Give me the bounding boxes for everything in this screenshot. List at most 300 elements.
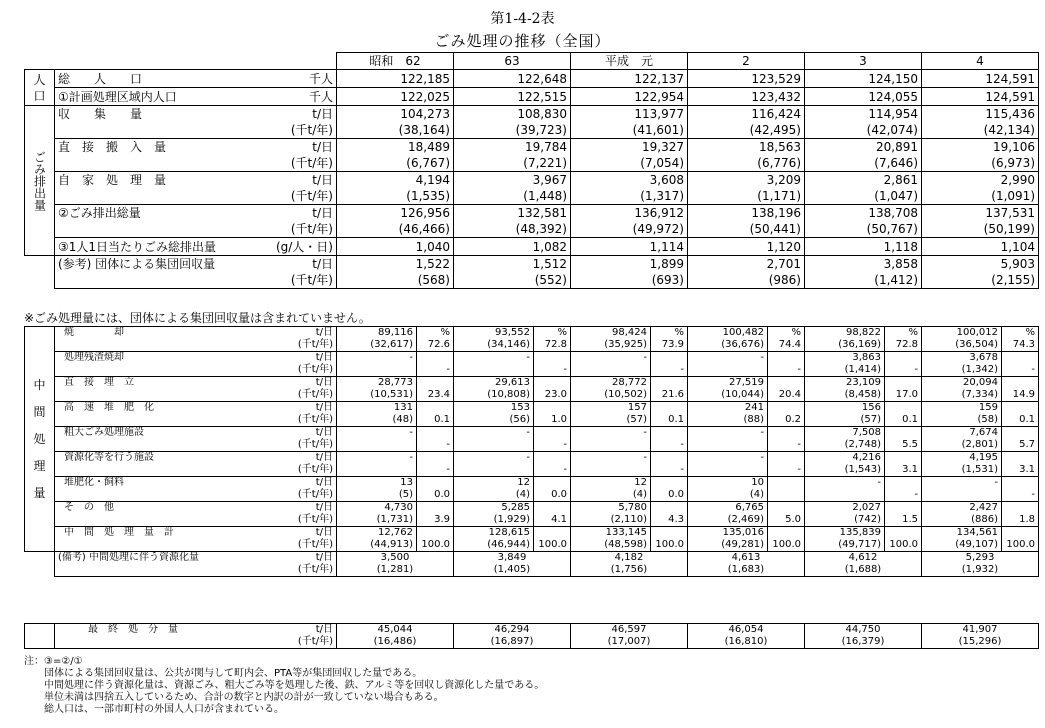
annual-value: (58) xyxy=(977,414,998,425)
discharge-label-cell xyxy=(55,139,337,172)
percent-symbol: % xyxy=(1025,327,1035,338)
annual-value xyxy=(691,364,764,376)
intermediate-value xyxy=(571,477,651,502)
annual-value: (34,146) xyxy=(487,339,530,350)
daily-value: 3,500 xyxy=(380,552,410,563)
footnote-line: 団体による集団回収量は、公共が関与して町内会、PTA等が集団回収した量である。 xyxy=(24,668,423,679)
label-wrap xyxy=(58,71,333,87)
daily-value: - xyxy=(643,452,647,463)
intermediate-value xyxy=(337,327,417,352)
row-unit: 千人 xyxy=(308,89,333,104)
discharge-value xyxy=(454,205,571,238)
daily-value: 7,508 xyxy=(852,427,881,438)
daily-value: 12 xyxy=(634,477,647,488)
percent-value: - xyxy=(914,489,918,500)
daily-value: - xyxy=(760,452,764,463)
daily-value: 3,608 xyxy=(649,173,684,187)
percent-value: - xyxy=(446,439,450,450)
annual-value: (16,379) xyxy=(841,636,885,647)
annual-value: (1,405) xyxy=(493,564,531,575)
row-label: 粗大ごみ処理施設 xyxy=(64,427,144,438)
intermediate-value xyxy=(922,402,1002,427)
percent-symbol xyxy=(1005,477,1035,489)
daily-value: - xyxy=(760,352,764,363)
discharge-value xyxy=(688,139,805,172)
annual-value: (48,598) xyxy=(604,539,647,550)
annual-value xyxy=(340,439,413,451)
row-unit: t/日 xyxy=(315,527,333,538)
discharge-value xyxy=(805,106,922,139)
discharge-value xyxy=(922,106,1039,139)
discharge-row xyxy=(25,106,1039,139)
year-header-3: 2 xyxy=(688,53,805,70)
percent-value: 17.0 xyxy=(895,389,918,400)
intermediate-value xyxy=(454,502,534,527)
remarks-value xyxy=(922,552,1039,577)
label-line xyxy=(58,272,333,288)
annual-value xyxy=(457,364,530,376)
percent-value: - xyxy=(680,364,684,375)
row-label: 処理残渣焼却 xyxy=(64,352,124,363)
percent-symbol: % xyxy=(557,327,567,338)
percent-symbol xyxy=(537,502,567,514)
percent-value: 5.0 xyxy=(785,514,801,525)
percent-symbol: % xyxy=(791,327,801,338)
daily-value: 18,563 xyxy=(759,140,801,154)
daily-value: 113,977 xyxy=(634,107,684,121)
per-capita-value: 1,082 xyxy=(454,238,571,256)
discharge-value xyxy=(337,205,454,238)
daily-value: 3,209 xyxy=(766,173,801,187)
population-value: 124,591 xyxy=(922,70,1039,88)
intermediate-percent xyxy=(768,402,805,427)
percent-symbol xyxy=(537,452,567,464)
daily-value: 46,054 xyxy=(728,624,764,635)
intermediate-percent xyxy=(651,452,688,477)
final-value xyxy=(337,624,454,649)
intermediate-value xyxy=(571,452,651,477)
percent-symbol xyxy=(888,427,918,439)
label-line xyxy=(58,624,333,636)
label-wrap xyxy=(58,239,333,255)
annual-value: (48) xyxy=(392,414,413,425)
daily-value: 128,615 xyxy=(488,527,530,538)
daily-value: 12,762 xyxy=(378,527,413,538)
annual-value xyxy=(808,489,881,501)
intermediate-value xyxy=(805,477,885,502)
row-unit: 千人 xyxy=(308,71,333,86)
annual-value: (49,717) xyxy=(838,539,881,550)
intermediate-value xyxy=(454,377,534,402)
per-capita-label-cell xyxy=(55,238,337,256)
daily-value: 136,912 xyxy=(634,206,684,220)
annual-value: (1,047) xyxy=(874,189,918,203)
annual-value: (48,392) xyxy=(515,222,567,236)
row-unit: t/日 xyxy=(315,402,333,413)
percent-value: 3.9 xyxy=(434,514,450,525)
intermediate-value xyxy=(805,402,885,427)
annual-value: (35,925) xyxy=(604,339,647,350)
daily-value: 2,990 xyxy=(1000,173,1035,187)
label-line xyxy=(58,122,333,138)
daily-value: 3,858 xyxy=(883,257,918,271)
percent-value: 3.1 xyxy=(902,464,918,475)
daily-value: 7,674 xyxy=(969,427,998,438)
row-unit-annual: (千t/年) xyxy=(297,339,333,350)
population-value: 122,648 xyxy=(454,70,571,88)
percent-value: 23.0 xyxy=(544,389,567,400)
discharge-label-cell xyxy=(55,106,337,139)
remarks-value xyxy=(688,552,805,577)
annual-value: (56) xyxy=(509,414,530,425)
intermediate-value xyxy=(922,477,1002,502)
percent-value: - xyxy=(446,464,450,475)
intermediate-value xyxy=(571,502,651,527)
intermediate-percent xyxy=(885,477,922,502)
label-line xyxy=(58,352,333,364)
intermediate-value xyxy=(454,327,534,352)
footnote-line: 総人口は、一部市町村の外国人人口が含まれている。 xyxy=(24,704,284,715)
intermediate-percent xyxy=(1002,327,1039,352)
intermediate-percent xyxy=(768,477,805,502)
per-capita-value: 1,118 xyxy=(805,238,922,256)
daily-value: - xyxy=(643,427,647,438)
annual-value: (42,074) xyxy=(866,123,918,137)
reference-value xyxy=(337,256,454,289)
discharge-value xyxy=(571,172,688,205)
annual-value: (7,221) xyxy=(523,156,567,170)
daily-value: 19,327 xyxy=(642,140,684,154)
percent-value: 5.7 xyxy=(1019,439,1035,450)
group-char: 中 xyxy=(33,377,46,392)
percent-symbol xyxy=(654,502,684,514)
intermediate-value xyxy=(688,377,768,402)
daily-value: 4,730 xyxy=(384,502,413,513)
label-line xyxy=(58,188,333,204)
reference-label-cell xyxy=(55,256,337,289)
population-value: 122,185 xyxy=(337,70,454,88)
annual-value xyxy=(691,439,764,451)
annual-value: (10,502) xyxy=(604,389,647,400)
row-label: そ の 他 xyxy=(64,502,114,513)
row-unit: t/日 xyxy=(315,624,333,635)
remarks-value xyxy=(805,552,922,577)
daily-value: 41,907 xyxy=(962,624,998,635)
intermediate-row xyxy=(25,402,1039,427)
intermediate-value xyxy=(805,377,885,402)
daily-value: 156 xyxy=(861,402,881,413)
intermediate-value xyxy=(337,402,417,427)
percent-value: 1.0 xyxy=(551,414,567,425)
daily-value: 5,293 xyxy=(965,552,995,563)
footnote-line: 注：③=②/① xyxy=(24,656,83,667)
daily-value: 12 xyxy=(517,477,530,488)
daily-value: 153 xyxy=(510,402,530,413)
percent-value: 100.0 xyxy=(772,539,801,550)
discharge-row xyxy=(25,139,1039,172)
annual-value: (1,317) xyxy=(640,189,684,203)
percent-symbol xyxy=(654,427,684,439)
annual-value: (10,531) xyxy=(370,389,413,400)
per-capita-value: 1,114 xyxy=(571,238,688,256)
percent-value: 1.8 xyxy=(1019,514,1035,525)
reference-row xyxy=(25,256,1039,289)
label-line xyxy=(58,564,333,576)
row-unit: (g/人・日) xyxy=(275,239,333,254)
row-label: 資源化等を行う施設 xyxy=(64,452,154,463)
row-unit-annual: (千t/年) xyxy=(290,123,333,137)
row-label: 収 集 量 xyxy=(58,107,143,121)
year-header-2: 平成 元 xyxy=(571,53,688,70)
percent-value: - xyxy=(563,464,567,475)
daily-value: 4,613 xyxy=(731,552,761,563)
percent-symbol xyxy=(771,402,801,414)
intermediate-percent xyxy=(534,452,571,477)
annual-value: (2,748) xyxy=(844,439,881,450)
intermediate-value xyxy=(688,527,768,552)
intermediate-percent xyxy=(768,452,805,477)
daily-value: 46,597 xyxy=(611,624,647,635)
daily-value: 104,273 xyxy=(400,107,450,121)
row-unit: t/日 xyxy=(312,257,333,271)
label-line xyxy=(58,464,333,476)
daily-value: 1,522 xyxy=(415,257,450,271)
row-unit: t/日 xyxy=(315,477,333,488)
intermediate-percent xyxy=(1002,402,1039,427)
percent-value: 0.1 xyxy=(668,414,684,425)
intermediate-value xyxy=(805,352,885,377)
discharge-value xyxy=(922,172,1039,205)
intermediate-value xyxy=(571,327,651,352)
intermediate-value xyxy=(571,427,651,452)
percent-value: 0.2 xyxy=(785,414,801,425)
intermediate-value xyxy=(922,502,1002,527)
percent-symbol: % xyxy=(440,327,450,338)
population-label-cell xyxy=(55,70,337,88)
group-char: 処 xyxy=(33,431,46,446)
daily-value: 4,612 xyxy=(848,552,878,563)
annual-value xyxy=(340,364,413,376)
daily-value: 5,903 xyxy=(1000,257,1035,271)
per-capita-value: 1,120 xyxy=(688,238,805,256)
intermediate-value xyxy=(688,452,768,477)
row-unit-annual: (千t/年) xyxy=(297,464,333,475)
final-value xyxy=(454,624,571,649)
annual-value: (49,972) xyxy=(632,222,684,236)
percent-symbol xyxy=(420,377,450,389)
annual-value: (1,342) xyxy=(961,364,998,375)
footnote-line: 中間処理に伴う資源化量は、資源ごみ、粗大ごみ等を処理した後、鉄、アルミ等を回収し資源化した量である。 xyxy=(24,680,545,691)
row-unit: t/日 xyxy=(312,206,333,220)
percent-symbol xyxy=(771,502,801,514)
percent-symbol xyxy=(537,352,567,364)
intermediate-label-cell xyxy=(55,352,337,377)
intermediate-percent xyxy=(417,427,454,452)
group-char: 量 xyxy=(33,485,46,500)
intermediate-row xyxy=(25,502,1039,527)
discharge-value xyxy=(571,139,688,172)
row-unit-annual: (千t/年) xyxy=(297,364,333,375)
percent-symbol xyxy=(1005,352,1035,364)
percent-value: 20.4 xyxy=(778,389,801,400)
percent-value: 14.9 xyxy=(1012,389,1035,400)
intermediate-label-cell xyxy=(55,502,337,527)
daily-value: 133,145 xyxy=(605,527,647,538)
percent-value: 72.8 xyxy=(895,339,918,350)
intermediate-percent xyxy=(651,477,688,502)
daily-value: 2,701 xyxy=(766,257,801,271)
population-value: 123,432 xyxy=(688,88,805,106)
row-unit: t/日 xyxy=(315,552,333,563)
daily-value: 27,519 xyxy=(729,377,764,388)
annual-value: (4) xyxy=(749,489,764,500)
percent-value: 21.6 xyxy=(661,389,684,400)
final-value xyxy=(571,624,688,649)
percent-symbol: % xyxy=(908,327,918,338)
percent-symbol xyxy=(888,502,918,514)
intermediate-label-cell xyxy=(55,402,337,427)
percent-value: 72.6 xyxy=(427,339,450,350)
intermediate-percent xyxy=(885,452,922,477)
percent-symbol xyxy=(771,427,801,439)
daily-value: 18,489 xyxy=(408,140,450,154)
row-unit-annual: (千t/年) xyxy=(297,564,333,575)
annual-value: (1,688) xyxy=(844,564,882,575)
percent-value: - xyxy=(914,364,918,375)
intermediate-value xyxy=(688,427,768,452)
intermediate-value xyxy=(688,352,768,377)
intermediate-percent xyxy=(534,427,571,452)
percent-value: 0.0 xyxy=(434,489,450,500)
row-unit-annual: (千t/年) xyxy=(297,489,333,500)
intermediate-percent xyxy=(651,427,688,452)
table-title: ごみ処理の推移（全国） xyxy=(434,32,611,50)
reference-value xyxy=(922,256,1039,289)
remarks-value xyxy=(454,552,571,577)
annual-value: (50,441) xyxy=(749,222,801,236)
intermediate-percent xyxy=(534,527,571,552)
final-value xyxy=(688,624,805,649)
annual-value: (36,169) xyxy=(838,339,881,350)
per-capita-value: 1,040 xyxy=(337,238,454,256)
annual-value: (1,929) xyxy=(493,514,530,525)
row-unit-annual: (千t/年) xyxy=(297,636,333,647)
annual-value: (6,973) xyxy=(991,156,1035,170)
daily-value: 2,861 xyxy=(883,173,918,187)
intermediate-percent xyxy=(1002,427,1039,452)
percent-value: 0.1 xyxy=(434,414,450,425)
row-unit-annual: (千t/年) xyxy=(290,222,333,236)
daily-value: 4,195 xyxy=(969,452,998,463)
label-line xyxy=(58,452,333,464)
daily-value: 138,196 xyxy=(751,206,801,220)
daily-value: 135,016 xyxy=(722,527,764,538)
row-unit-annual: (千t/年) xyxy=(290,156,333,170)
intermediate-row xyxy=(25,352,1039,377)
daily-value: 132,581 xyxy=(517,206,567,220)
daily-value: - xyxy=(409,452,413,463)
year-header-4: 3 xyxy=(805,53,922,70)
daily-value: 20,891 xyxy=(876,140,918,154)
daily-value: 108,830 xyxy=(517,107,567,121)
percent-value: 3.1 xyxy=(1019,464,1035,475)
annual-value: (10,808) xyxy=(487,389,530,400)
label-line xyxy=(58,527,333,539)
annual-value: (986) xyxy=(768,273,801,287)
annual-value: (4) xyxy=(515,489,530,500)
daily-value: 2,427 xyxy=(969,502,998,513)
percent-value: 0.1 xyxy=(902,414,918,425)
daily-value: - xyxy=(760,427,764,438)
label-line xyxy=(58,636,333,648)
row-unit-annual: (千t/年) xyxy=(297,539,333,550)
intermediate-row xyxy=(25,527,1039,552)
intermediate-percent xyxy=(1002,352,1039,377)
final-disposal-row xyxy=(25,624,1039,649)
percent-value: - xyxy=(563,439,567,450)
intermediate-percent xyxy=(885,527,922,552)
discharge-value xyxy=(922,139,1039,172)
row-unit-annual: (千t/年) xyxy=(297,389,333,400)
intermediate-percent xyxy=(1002,477,1039,502)
intermediate-percent xyxy=(768,427,805,452)
daily-value: 114,954 xyxy=(868,107,918,121)
daily-value: - xyxy=(409,427,413,438)
daily-value: - xyxy=(526,452,530,463)
percent-symbol xyxy=(888,452,918,464)
percent-symbol xyxy=(771,527,801,539)
daily-value: 4,182 xyxy=(614,552,644,563)
label-line xyxy=(58,502,333,514)
daily-value: 1,899 xyxy=(649,257,684,271)
row-label: 堆肥化・飼料 xyxy=(64,477,124,488)
group-char: 間 xyxy=(33,404,46,419)
percent-symbol xyxy=(654,477,684,489)
remarks-row xyxy=(25,552,1039,577)
discharge-value xyxy=(571,205,688,238)
percent-symbol xyxy=(654,402,684,414)
intermediate-value xyxy=(922,327,1002,352)
percent-symbol xyxy=(420,352,450,364)
annual-value xyxy=(340,464,413,476)
discharge-value xyxy=(454,172,571,205)
label-line xyxy=(58,339,333,351)
intermediate-percent xyxy=(885,502,922,527)
intermediate-row xyxy=(25,427,1039,452)
remarks-value xyxy=(337,552,454,577)
percent-symbol xyxy=(888,377,918,389)
intermediate-value xyxy=(337,502,417,527)
percent-symbol xyxy=(654,452,684,464)
label-line xyxy=(58,489,333,501)
percent-value: - xyxy=(563,364,567,375)
intermediate-percent xyxy=(534,377,571,402)
intermediate-percent xyxy=(768,327,805,352)
intermediate-percent xyxy=(1002,527,1039,552)
discharge-value xyxy=(805,205,922,238)
percent-value: 23.4 xyxy=(427,389,450,400)
daily-value: 5,780 xyxy=(618,502,647,513)
daily-value: - xyxy=(877,477,881,488)
intermediate-row xyxy=(25,452,1039,477)
annual-value: (15,296) xyxy=(958,636,1002,647)
intermediate-percent xyxy=(534,402,571,427)
annual-value: (8,458) xyxy=(844,389,881,400)
intermediate-percent xyxy=(1002,502,1039,527)
annual-value: (2,801) xyxy=(961,439,998,450)
intermediate-treatment-table xyxy=(24,326,1039,577)
percent-symbol xyxy=(537,402,567,414)
